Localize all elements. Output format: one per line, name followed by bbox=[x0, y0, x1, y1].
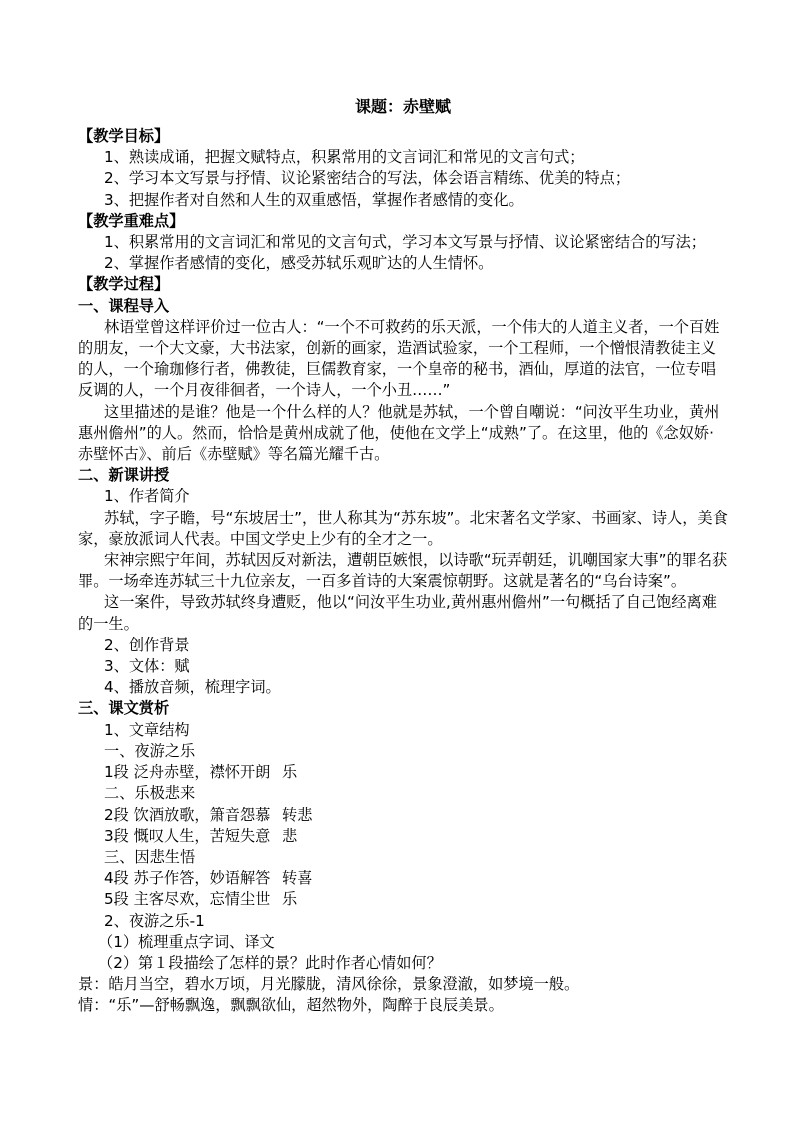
audio-heading: 4、播放音频，梳理字词。 bbox=[104, 678, 281, 697]
night-tour-heading: 2、夜游之乐-1 bbox=[104, 911, 205, 930]
structure-part-2: 二、乐极悲来 bbox=[104, 784, 196, 803]
structure-row-desc: 3段 慨叹人生，苦短失意 bbox=[104, 826, 271, 845]
structure-part-3: 三、因悲生悟 bbox=[104, 847, 196, 866]
background-heading: 2、创作背景 bbox=[104, 635, 190, 654]
keypoint-item-1: 1、积累常用的文言词汇和常见的文言句式，学习本文写景与抒情、议论紧密结合的写法； bbox=[104, 233, 706, 252]
structure-row-desc: 4段 苏子作答，妙语解答 bbox=[104, 869, 271, 888]
author-intro-heading: 1、作者简介 bbox=[104, 487, 190, 506]
question-2: （2）第１段描绘了怎样的景？此时作者心情如何？ bbox=[98, 953, 442, 972]
structure-row-emotion: 乐 bbox=[282, 763, 298, 782]
structure-part-1: 一、夜游之乐 bbox=[104, 741, 196, 760]
structure-row bbox=[78, 868, 728, 889]
section-heading-goals: 【教学目标】 bbox=[78, 127, 170, 145]
section-heading-keypoints: 【教学重难点】 bbox=[78, 211, 185, 230]
subsection-heading-appreciation: 三、课文赏析 bbox=[78, 699, 170, 718]
structure-row-emotion: 转喜 bbox=[282, 869, 313, 888]
keypoint-item-2: 2、掌握作者感情的变化，感受苏轼乐观旷达的人生情怀。 bbox=[104, 254, 494, 273]
structure-row-emotion: 转悲 bbox=[282, 805, 313, 824]
intro-paragraph-2: 这里描述的是谁？他是一个什么样的人？他就是苏轼，一个曾自嘲说：“问汝平生功业，黄州惠州儋州”的人。然而，恰恰是黄州成就了他，使他在文学上“成熟”了。在这里，他的《念奴娇·赤壁怀古》、前后《赤壁赋》等名篇光耀千古。 bbox=[78, 402, 720, 464]
subsection-heading-intro: 一、课程导入 bbox=[78, 296, 170, 315]
author-paragraph-1: 苏轼，字子瞻，号“东坡居士”，世人称其为“苏东坡”。北宋著名文学家、书画家、诗人，美食家，豪放派词人代表。中国文学史上少有的全才之一。 bbox=[78, 508, 728, 548]
structure-row-desc: 2段 饮酒放歌，箫音怨慕 bbox=[104, 805, 271, 824]
structure-row bbox=[78, 762, 728, 783]
question-1: （1）梳理重点字词、译文 bbox=[98, 932, 275, 951]
structure-row-emotion: 悲 bbox=[282, 826, 298, 845]
goal-item-1: 1、熟读成诵，把握文赋特点，积累常用的文言词汇和常见的文言句式； bbox=[104, 148, 585, 167]
emotion-answer: 情：“乐”—舒畅飘逸，飘飘欲仙，超然物外，陶醉于良辰美景。 bbox=[78, 996, 504, 1015]
subsection-heading-new-lesson: 二、新课讲授 bbox=[78, 466, 170, 485]
page-title: 课题：赤壁赋 bbox=[354, 97, 451, 116]
author-paragraph-3: 这一案件，导致苏轼终身遭贬，他以“问汝平生功业,黄州惠州儋州”一句概括了自己饱经离难的一生。 bbox=[78, 593, 717, 633]
author-paragraph-2: 宋神宗熙宁年间，苏轼因反对新法，遭朝臣嫉恨，以诗歌“玩弄朝廷，讥嘲国家大事”的罪名获罪。一场牵连苏轼三十九位亲友，一百多首诗的大案震惊朝野。这就是著名的“乌台诗案”。 bbox=[78, 551, 728, 591]
intro-paragraph-1: 林语堂曾这样评价过一位古人：“一个不可救药的乐天派，一个伟大的人道主义者，一个百姓的朋友，一个大文豪，大书法家，创新的画家，造酒试验家，一个工程师，一个憎恨清教徒主义的人，一个瑜珈修行者，佛教徒，巨儒教育家，一个皇帝的秘书，酒仙，厚道的法官，一位专唱反调的人，一个月夜徘徊者，一个诗人，一个小丑……” bbox=[78, 317, 720, 400]
structure-row bbox=[78, 805, 728, 826]
structure-heading: 1、文章结构 bbox=[104, 720, 190, 739]
structure-row bbox=[78, 889, 728, 910]
goal-item-3: 3、把握作者对自然和人生的双重感悟，掌握作者感情的变化。 bbox=[104, 190, 524, 209]
structure-row-emotion: 乐 bbox=[282, 890, 298, 909]
lesson-plan-page bbox=[78, 96, 728, 1017]
genre-heading: 3、文体：赋 bbox=[104, 657, 190, 676]
section-heading-process: 【教学过程】 bbox=[78, 275, 170, 294]
structure-row-desc: 1段 泛舟赤壁，襟怀开朗 bbox=[104, 763, 271, 782]
structure-row bbox=[78, 826, 728, 847]
scene-answer: 景：皓月当空，碧水万顷，月光朦胧，清风徐徐，景象澄澈，如梦境一般。 bbox=[78, 975, 580, 994]
goal-item-2: 2、学习本文写景与抒情、议论紧密结合的写法，体会语言精练、优美的特点； bbox=[104, 169, 631, 188]
structure-row-desc: 5段 主客尽欢，忘情尘世 bbox=[104, 890, 271, 909]
